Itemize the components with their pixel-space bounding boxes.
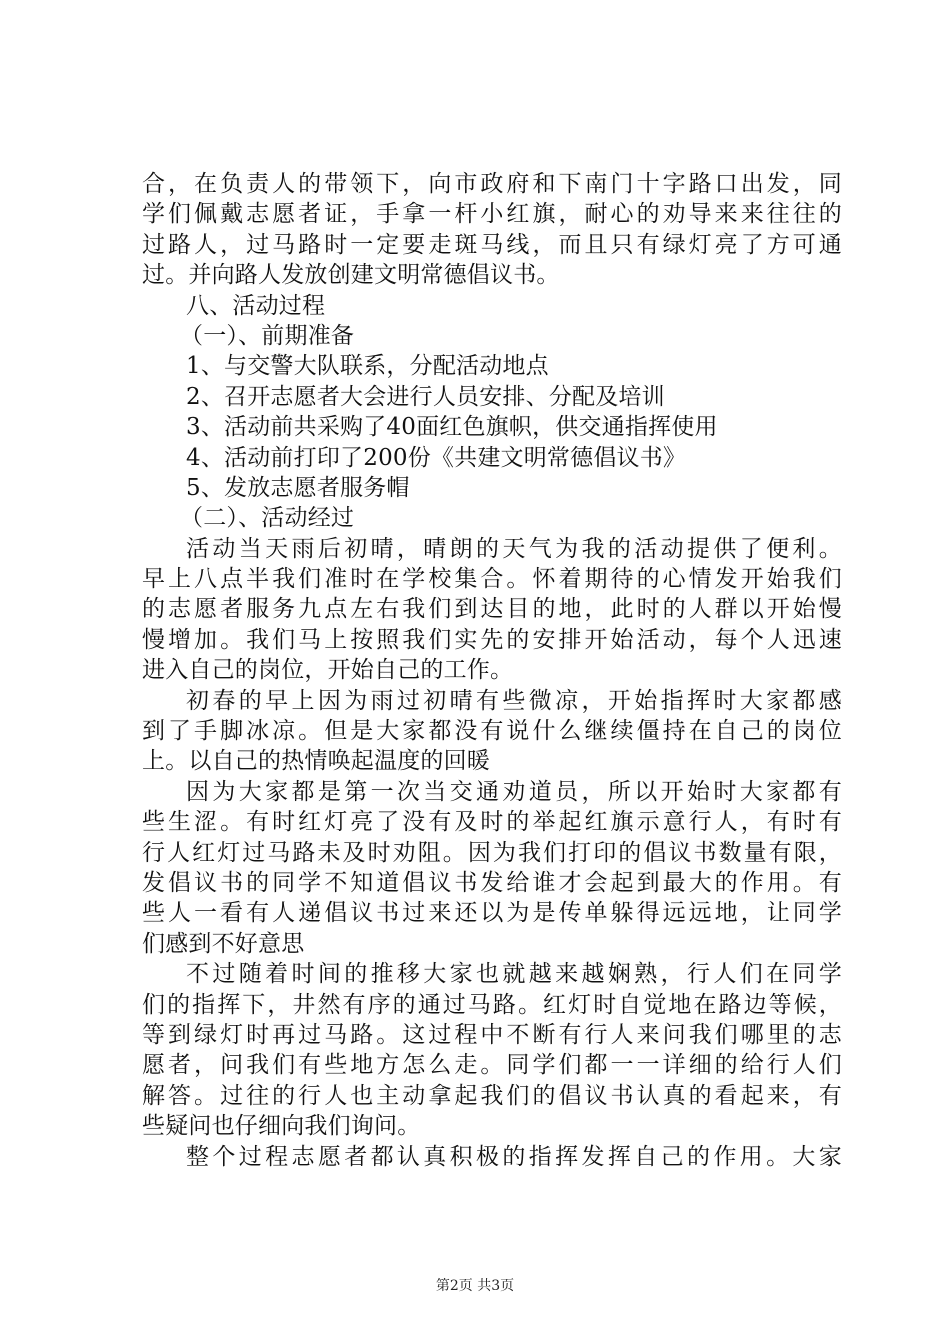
paragraph-line: 早上八点半我们准时在学校集合。怀着期待的心情发开始我们 [142,566,842,593]
paragraph-line: 过。并向路人发放创建文明常德倡议书。 [142,262,560,289]
paragraph-line: 解答。过往的行人也主动拿起我们的倡议书认真的看起来，有 [142,1082,842,1109]
list-item: 2、召开志愿者大会进行人员安排、分配及培训 [186,383,665,410]
paragraph-line: 因为大家都是第一次当交通劝道员，所以开始时大家都有 [186,778,842,805]
paragraph-line: 上。以自己的热情唤起温度的回暖 [142,748,490,775]
list-item: 5、发放志愿者服务帽 [186,474,410,501]
paragraph-line: 行人红灯过马路未及时劝阻。因为我们打印的倡议书数量有限， [142,839,842,866]
paragraph-line: 整个过程志愿者都认真积极的指挥发挥自己的作用。大家 [186,1143,842,1170]
paragraph-line: 初春的早上因为雨过初晴有些微凉，开始指挥时大家都感 [186,687,842,714]
page-number-footer: 第2页 共3页 [435,1278,515,1294]
subsection-heading: （二）、活动经过 [180,505,355,532]
paragraph-line: 些人一看有人递倡议书过来还以为是传单躲得远远地，让同学 [142,900,842,927]
list-item: 4、活动前打印了200份《共建文明常德倡议书》 [186,444,687,471]
list-item: 1、与交警大队联系，分配活动地点 [186,353,549,380]
paragraph-line: 的志愿者服务九点左右我们到达目的地，此时的人群以开始慢 [142,596,842,623]
paragraph-line: 过路人，过马路时一定要走斑马线，而且只有绿灯亮了方可通 [142,231,842,258]
document-body [142,169,842,1172]
paragraph-line: 些疑问也仔细向我们询问。 [142,1113,421,1140]
paragraph-line: 慢增加。我们马上按照我们实先的安排开始活动，每个人迅速 [142,626,842,653]
paragraph-line: 合，在负责人的带领下，向市政府和下南门十字路口出发，同 [142,171,842,197]
paragraph-line: 们感到不好意思 [142,930,305,957]
subsection-heading: （一）、前期准备 [180,322,355,349]
section-heading: 八、活动过程 [186,292,326,319]
paragraph-line: 些生涩。有时红灯亮了没有及时的举起红旗示意行人，有时有 [142,809,842,836]
paragraph-line: 们的指挥下，井然有序的通过马路。红灯时自觉地在路边等候， [142,991,842,1018]
paragraph-line: 等到绿灯时再过马路。这过程中不断有行人来问我们哪里的志 [142,1021,842,1048]
paragraph-line: 到了手脚冰凉。但是大家都没有说什么继续僵持在自己的岗位 [142,718,842,745]
paragraph-line: 进入自己的岗位，开始自己的工作。 [142,657,514,684]
paragraph-line: 学们佩戴志愿者证，手拿一杆小红旗，耐心的劝导来来往往的 [142,201,842,228]
paragraph-line: 愿者，问我们有些地方怎么走。同学们都一一详细的给行人们 [142,1052,842,1079]
paragraph-line: 活动当天雨后初晴，晴朗的天气为我的活动提供了便利。 [186,535,842,562]
paragraph-line: 发倡议书的同学不知道倡议书发给谁才会起到最大的作用。有 [142,869,842,896]
paragraph-line: 不过随着时间的推移大家也就越来越娴熟，行人们在同学 [186,961,842,988]
list-item: 3、活动前共采购了40面红色旗帜，供交通指挥使用 [186,414,718,441]
